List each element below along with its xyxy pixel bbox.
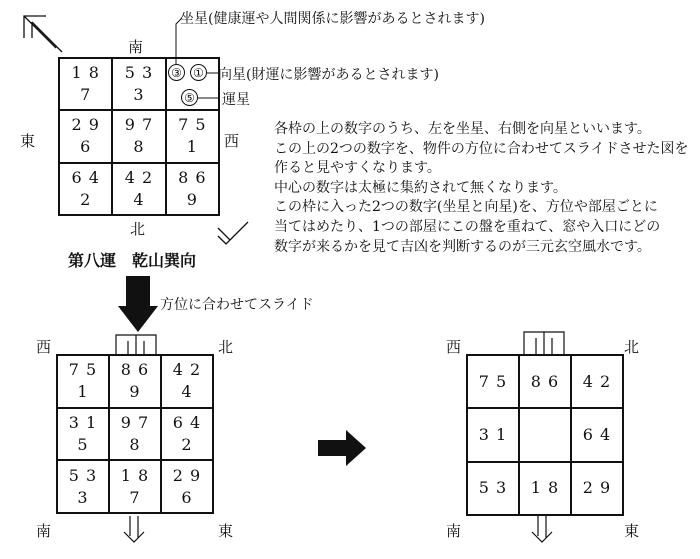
star-cell	[467, 462, 519, 515]
final-star-chart	[466, 354, 624, 516]
star-pair: 4 2	[124, 167, 154, 187]
circle-5: ⑤	[181, 89, 198, 106]
star-pair: 6 4	[172, 412, 202, 432]
direction-north-label: 北	[130, 220, 146, 238]
star-pair: 3 1	[68, 412, 98, 432]
star-pair: 8 6	[120, 360, 150, 380]
explanation-line: この枠に入った2つの数字(坐星と向星)を、方位や部屋ごとに	[274, 199, 658, 216]
star-cell	[467, 355, 519, 408]
star-cell	[519, 355, 571, 408]
star-cell	[109, 355, 161, 408]
rotated-north-label: 北	[218, 338, 234, 356]
star-pair: 6 4	[582, 424, 612, 444]
unsei-annotation: 運星	[222, 92, 250, 108]
star-cell	[571, 462, 623, 515]
final-facing-marker-icon	[522, 330, 566, 354]
star-cell	[571, 408, 623, 461]
period-star: 2	[80, 189, 92, 209]
star-pair: 5 3	[68, 465, 98, 485]
star-pair: 5 3	[478, 478, 508, 498]
rotated-south-label: 南	[36, 522, 52, 540]
star-pair: 9 7	[124, 115, 154, 135]
period-star: 2	[181, 434, 193, 454]
sitting-marker-icon	[122, 516, 152, 546]
star-pair: 7 5	[178, 115, 207, 135]
period-star: 3	[77, 487, 89, 507]
star-cell	[57, 355, 109, 408]
period-star: 1	[186, 137, 198, 157]
star-pair: 5 3	[124, 63, 154, 83]
period-star: 9	[129, 382, 141, 402]
final-north-label: 北	[624, 338, 640, 356]
star-pair: 1 8	[120, 465, 150, 485]
period-star: 8	[129, 434, 141, 454]
star-pair: 3 1	[478, 424, 508, 444]
slide-label: 方位に合わせてスライド	[160, 297, 314, 313]
explanation-line: 数字が来るかを見て吉凶を判断するのが三元玄空風水です。	[274, 238, 651, 255]
circle-3: ③	[168, 64, 185, 81]
star-cell	[571, 355, 623, 408]
period-star: 1	[77, 382, 89, 402]
explanation-text	[274, 120, 689, 257]
period-star: 6	[181, 487, 193, 507]
rotated-star-chart	[56, 354, 214, 514]
star-cell	[467, 408, 519, 461]
right-arrow-icon	[318, 430, 368, 466]
period-star: 8	[133, 137, 145, 157]
period-star: 9	[186, 189, 198, 209]
period-star: 7	[80, 85, 92, 105]
star-pair: 6 4	[71, 167, 100, 187]
star-pair: 4 2	[582, 371, 612, 391]
star-pair: 7 5	[478, 371, 508, 391]
facing-marker-icon	[114, 333, 158, 355]
final-west-label: 西	[446, 338, 462, 356]
star-cell	[161, 408, 213, 461]
star-pair: 8 6	[530, 371, 560, 391]
direction-west-label: 西	[224, 132, 240, 150]
star-cell	[519, 462, 571, 515]
star-cell	[161, 355, 213, 408]
explanation-line: 各枠の上の数字のうち、左を坐星、右側を向星といいます。	[274, 121, 651, 137]
direction-south-label: 南	[128, 38, 144, 56]
star-pair: 2 9	[582, 478, 612, 498]
chart-title: 第八運 乾山巽向	[68, 251, 197, 270]
period-star: 4	[181, 382, 193, 402]
star-cell	[57, 460, 109, 513]
down-arrow-icon	[118, 276, 158, 334]
star-pair: 1 8	[71, 63, 100, 83]
star-pair: 1 8	[530, 478, 560, 498]
star-pair: 2 9	[71, 115, 100, 135]
kosei-annotation: 向星(財運に影響があるとされます)	[218, 67, 439, 83]
explanation-line: 中心の数字は太極に集約されて無くなります。	[274, 179, 567, 196]
final-sitting-marker-icon	[530, 516, 560, 546]
star-cell	[161, 460, 213, 513]
star-cell	[109, 408, 161, 461]
star-pair: 8 6	[178, 167, 207, 187]
period-star: 4	[133, 189, 145, 209]
period-star: 3	[133, 85, 145, 105]
star-cell	[109, 460, 161, 513]
star-cell	[519, 408, 571, 461]
explanation-line: 当てはめたり、1つの部屋にこの盤を重ねて、窓や入口にどの	[274, 218, 661, 235]
explanation-line: この上の2つの数字を、物件の方位に合わせてスライドさせた図を	[274, 140, 689, 157]
final-south-label: 南	[446, 522, 462, 540]
period-star: 5	[77, 434, 89, 454]
star-pair: 7 5	[68, 360, 98, 380]
star-pair: 4 2	[172, 360, 202, 380]
period-star: 6	[80, 137, 92, 157]
star-pair: 9 7	[120, 412, 150, 432]
direction-east-label: 東	[20, 132, 36, 150]
period-star: 7	[129, 487, 141, 507]
circle-1: ①	[190, 64, 207, 81]
zasei-annotation: 坐星(健康運や人間関係に影響があるとされます)	[180, 11, 485, 27]
final-east-label: 東	[624, 522, 640, 540]
star-cell	[57, 408, 109, 461]
explanation-line: 作ると見やすくなります。	[274, 160, 441, 177]
rotated-west-label: 西	[36, 338, 52, 356]
rotated-east-label: 東	[218, 522, 234, 540]
star-pair: 2 9	[172, 465, 202, 485]
